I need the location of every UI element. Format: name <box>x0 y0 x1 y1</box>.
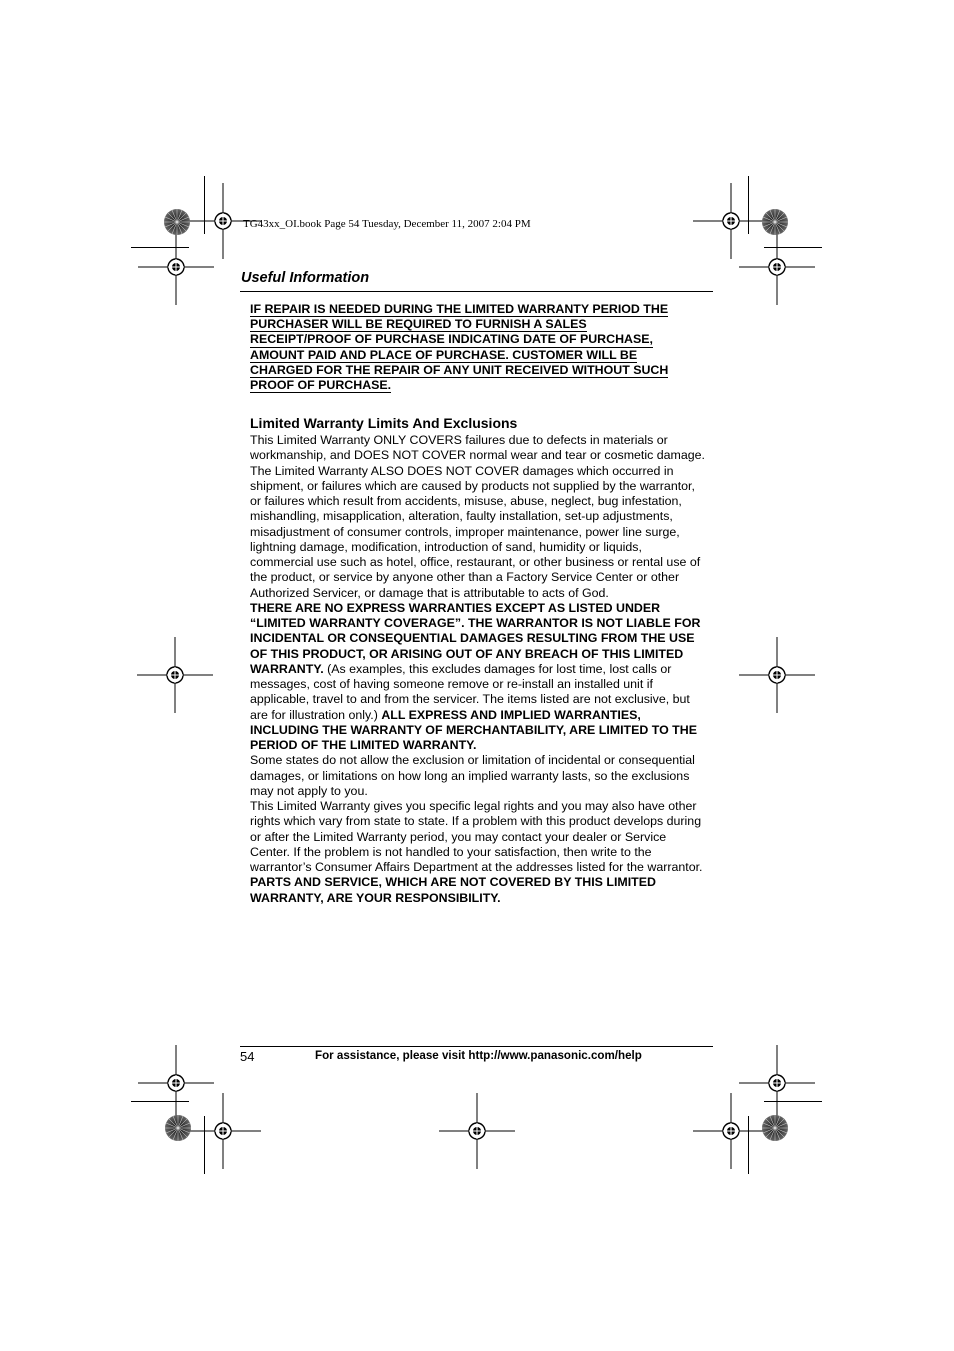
print-slug: TG43xx_OI.book Page 54 Tuesday, December 11, 2007 2:04 PM <box>243 218 531 230</box>
paragraph-disclaimer <box>250 601 706 754</box>
section-title: Useful Information <box>241 270 370 286</box>
disclaimer-implied: ALL EXPRESS AND IMPLIED WARRANTIES, INCLUDING THE WARRANTY OF MERCHANTABILITY, ARE LIMITED TO THE PERIOD OF THE LIMITED WARRANTY. <box>250 707 697 752</box>
disclaimer-bold: THERE ARE NO EXPRESS WARRANTIES EXCEPT AS LISTED UNDER “LIMITED WARRANTY COVERAGE”. THE WARRANTOR IS NOT LIABLE FOR INCIDENTAL OR CONSEQUENTIAL DAMAGES RESULTING FROM THE USE OF THIS PRODUCT, OR ARISING OUT OF ANY BREACH OF THIS LIMITED WARRANTY. <box>250 600 701 676</box>
notice-line: PROOF OF PURCHASE. <box>250 378 392 393</box>
paragraph-state-law: Some states do not allow the exclusion or limitation of incidental or consequential damages, or limitations on how long an implied warranty lasts, so the exclusions may not apply to you. <box>250 753 695 798</box>
section-heading: Limited Warranty Limits And Exclusions <box>250 415 518 431</box>
paragraph-legal-rights: This Limited Warranty gives you specific legal rights and you may also have other rights which vary from state to state. If a problem with this product develops during or after the Limited Warranty period, you may contact your dealer or Service Center. If the problem is not handled to your satisfaction, then write to the warrantor’s Consumer Affairs Department at the addresses listed for the warrantor. <box>250 799 703 874</box>
footer-help-text: For assistance, please visit http://www.panasonic.com/help <box>315 1049 642 1062</box>
paragraph-responsibility <box>250 875 706 906</box>
disclaimer-examples: (As examples, this excludes damages for lost time, lost calls or messages, cost of having someone remove or re-install an installed unit if applicable, travel to and from the servicer. The items listed are not exclusive, but are for illustration only.) <box>250 661 690 722</box>
paragraph-coverage: This Limited Warranty ONLY COVERS failures due to defects in materials or workmanship, and DOES NOT COVER normal wear and tear or cosmetic damage. The Limited Warranty ALSO DOES NOT COVER damages which occurred in shipment, or failures which are caused by products not supplied by the warrantor, or failures which result from accidents, misuse, abuse, neglect, bug infestation, mishandling, misapplication, alteration, faulty installation, set-up adjustments, misadjustment of consumer controls, improper maintenance, power line surge, lightning damage, modification, introduction of sand, humidity or liquids, commercial use such as hotel, office, restaurant, or other business or rental use of the product, or service by anyone other than a Factory Service Center or other Authorized Servicer, or damage that is attributable to acts of God. <box>250 433 705 600</box>
notice-line: CHARGED FOR THE REPAIR OF ANY UNIT RECEIVED WITHOUT SUCH <box>250 362 669 377</box>
header-rule <box>240 291 713 292</box>
warranty-limits-section <box>250 415 706 906</box>
responsibility-bold: PARTS AND SERVICE, WHICH ARE NOT COVERED BY THIS LIMITED WARRANTY, ARE YOUR RESPONSIBILITY. <box>250 875 656 905</box>
notice-line: IF REPAIR IS NEEDED DURING THE LIMITED WARRANTY PERIOD THE <box>250 302 669 316</box>
notice-line: PURCHASER WILL BE REQUIRED TO FURNISH A SALES <box>250 317 587 332</box>
notice-line: RECEIPT/PROOF OF PURCHASE INDICATING DATE OF PURCHASE, <box>250 332 653 347</box>
repair-notice <box>250 302 705 393</box>
notice-line: AMOUNT PAID AND PLACE OF PURCHASE. CUSTOMER WILL BE <box>250 347 638 362</box>
page-number: 54 <box>240 1049 255 1064</box>
footer-rule <box>240 1046 713 1047</box>
